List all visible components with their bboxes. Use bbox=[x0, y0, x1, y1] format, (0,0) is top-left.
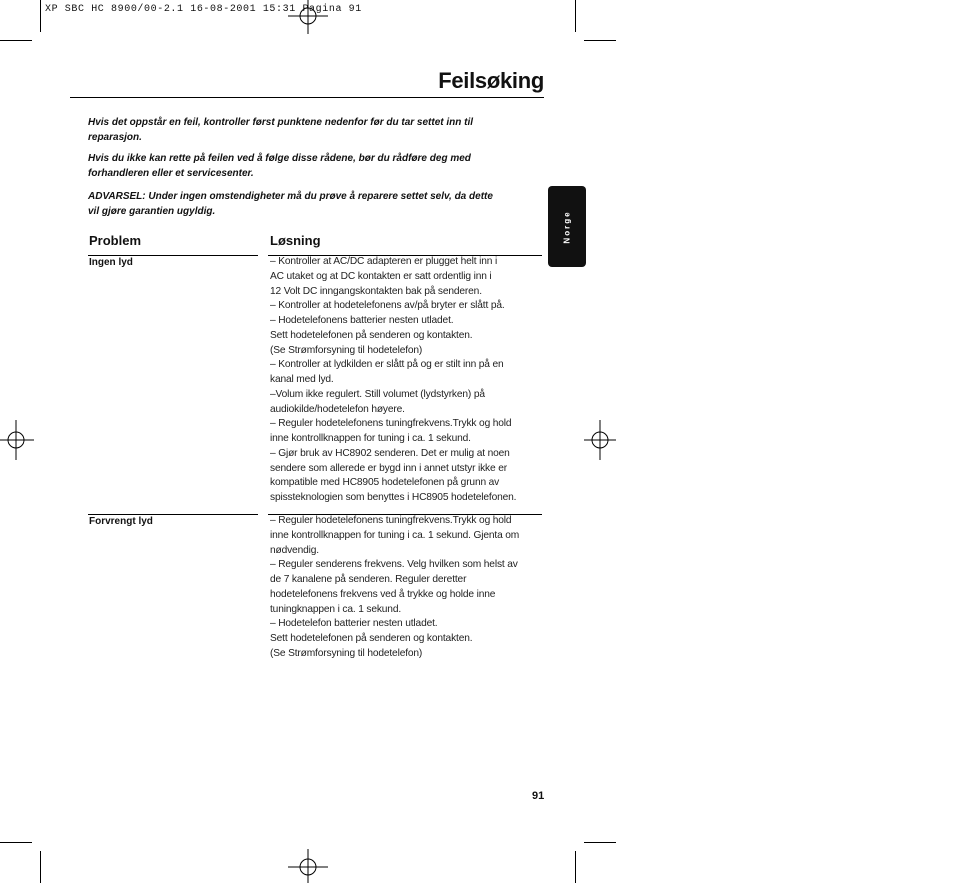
registration-mark-left bbox=[0, 420, 40, 460]
intro-line: Hvis du ikke kan rette på feilen ved å følge disse rådene, bør du rådføre deg med bbox=[88, 153, 471, 164]
solution-line: (Se Strømforsyning til hodetelefon) bbox=[270, 647, 423, 659]
intro-line: ADVARSEL: Under ingen omstendigheter må du prøve å reparere settet selv, da dette bbox=[88, 191, 493, 202]
warning-paragraph bbox=[88, 189, 540, 219]
solution-line: 12 Volt DC inngangskontakten bak på senderen. bbox=[270, 285, 482, 297]
solution-line: spissteknologien som benyttes i HC8905 hodetelefonen. bbox=[270, 492, 517, 503]
solution-line: (Se Strømforsyning til hodetelefon) bbox=[270, 344, 423, 356]
solution-line: – Hodetelefonens batterier nesten utladet. bbox=[270, 315, 454, 326]
solution-line: – Kontroller at lydkilden er slått på og er stilt inn på en bbox=[270, 359, 504, 371]
problem-forvrengt-lyd: Forvrengt lyd bbox=[89, 516, 153, 527]
solution-line: –Volum ikke regulert. Still volumet (lydstyrken) på bbox=[270, 388, 485, 400]
header-rule-problem bbox=[88, 255, 258, 256]
language-tab bbox=[548, 186, 586, 267]
registration-mark-right bbox=[580, 420, 620, 460]
title-rule bbox=[70, 97, 544, 98]
solution-forvrengt-lyd bbox=[270, 514, 550, 662]
solution-line: kompatible med HC8905 hodetelefonen på grunn av bbox=[270, 477, 500, 489]
row-rule-problem bbox=[88, 514, 258, 515]
print-slug: XP SBC HC 8900/00-2.1 16-08-2001 15:31 Pagina 91 bbox=[45, 4, 362, 15]
intro-line: Hvis det oppstår en feil, kontroller først punktene nedenfor før du tar settet inn til bbox=[88, 117, 474, 128]
solution-line: – Kontroller at hodetelefonens av/på bryter er slått på. bbox=[270, 300, 505, 312]
column-header-solution: Løsning bbox=[270, 233, 321, 248]
column-header-problem: Problem bbox=[89, 233, 142, 248]
intro-paragraph-1 bbox=[88, 115, 540, 145]
solution-line: de 7 kanalene på senderen. Reguler deretter bbox=[270, 574, 467, 585]
problem-ingen-lyd: Ingen lyd bbox=[89, 257, 133, 268]
solution-line: – Kontroller at AC/DC adapteren er plugget helt inn i bbox=[270, 256, 498, 267]
solution-line: – Reguler senderens frekvens. Velg hvilken som helst av bbox=[270, 559, 518, 571]
language-tab-label: Norge bbox=[562, 209, 572, 244]
solution-line: kanal med lyd. bbox=[270, 374, 334, 385]
registration-mark-bottom bbox=[288, 843, 328, 883]
solution-line: inne kontrollknappen for tuning i ca. 1 sekund. bbox=[270, 433, 471, 444]
solution-line: – Reguler hodetelefonens tuningfrekvens.Trykk og hold bbox=[270, 515, 512, 526]
solution-line: hodetelefonens frekvens ved å trykke og holde inne bbox=[270, 588, 496, 600]
solution-line: inne kontrollknappen for tuning i ca. 1 sekund. Gjenta om bbox=[270, 529, 520, 541]
solution-line: AC utaket og at DC kontakten er satt ordentlig inn i bbox=[270, 270, 492, 282]
solution-line: nødvendig. bbox=[270, 544, 319, 556]
solution-line: sendere som allerede er bygd inn i annet utstyr ikke er bbox=[270, 462, 507, 474]
solution-ingen-lyd bbox=[270, 255, 550, 506]
intro-paragraph-2 bbox=[88, 151, 540, 181]
solution-line: Sett hodetelefonen på senderen og kontakten. bbox=[270, 329, 473, 341]
page-number: 91 bbox=[532, 790, 545, 802]
solution-line: – Gjør bruk av HC8902 senderen. Det er mulig at noen bbox=[270, 447, 510, 459]
intro-line: forhandleren eller et servicesenter. bbox=[88, 168, 254, 179]
page-title: Feilsøking bbox=[438, 68, 544, 93]
solution-line: – Reguler hodetelefonens tuningfrekvens.Trykk og hold bbox=[270, 418, 512, 430]
solution-line: – Hodetelefon batterier nesten utladet. bbox=[270, 618, 438, 630]
intro-line: vil gjøre garantien ugyldig. bbox=[88, 206, 216, 217]
solution-line: Sett hodetelefonen på senderen og kontakten. bbox=[270, 633, 473, 644]
solution-line: audiokilde/hodetelefon høyere. bbox=[270, 403, 405, 415]
solution-line: tuningknappen i ca. 1 sekund. bbox=[270, 603, 402, 615]
intro-line: reparasjon. bbox=[88, 132, 142, 143]
